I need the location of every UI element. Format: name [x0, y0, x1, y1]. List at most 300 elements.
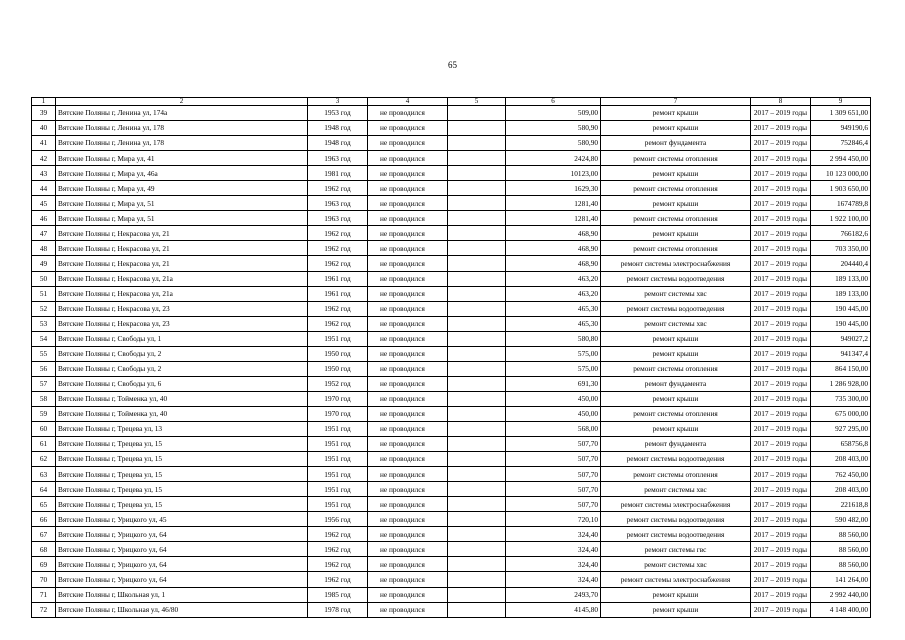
cost-cell: 221618,8 [811, 497, 871, 512]
row-number-cell: 70 [32, 572, 56, 587]
address-cell: Вятские Поляны г, Свободы ул, 2 [56, 346, 308, 361]
cost-cell: 190 445,00 [811, 316, 871, 331]
address-cell: Вятские Поляны г, Тойменка ул, 40 [56, 391, 308, 406]
period-cell: 2017 – 2019 годы [751, 211, 811, 226]
build-year-cell: 1951 год [308, 467, 368, 482]
area-cell: 580,80 [506, 331, 601, 346]
build-year-cell: 1961 год [308, 286, 368, 301]
row-number-cell: 47 [32, 226, 56, 241]
work-type-cell: ремонт крыши [601, 421, 751, 436]
last-repair-cell: не проводился [368, 497, 448, 512]
build-year-cell: 1951 год [308, 482, 368, 497]
table-row [32, 256, 871, 271]
address-cell: Вятские Поляны г, Некрасова ул, 21 [56, 256, 308, 271]
table-row [32, 376, 871, 391]
last-repair-cell: не проводился [368, 271, 448, 286]
address-cell: Вятские Поляны г, Школьная ул, 46/80 [56, 602, 308, 617]
address-cell: Вятские Поляны г, Некрасова ул, 21 [56, 226, 308, 241]
table-row [32, 301, 871, 316]
table-row [32, 271, 871, 286]
empty-cell [448, 166, 506, 181]
period-cell: 2017 – 2019 годы [751, 271, 811, 286]
column-number: 2 [56, 98, 308, 106]
row-number-cell: 65 [32, 497, 56, 512]
table-row [32, 181, 871, 196]
build-year-cell: 1970 год [308, 391, 368, 406]
table-row [32, 166, 871, 181]
cost-cell: 88 560,00 [811, 542, 871, 557]
work-type-cell: ремонт крыши [601, 587, 751, 602]
area-cell: 324,40 [506, 572, 601, 587]
area-cell: 10123,00 [506, 166, 601, 181]
address-cell: Вятские Поляны г, Свободы ул, 2 [56, 361, 308, 376]
column-number: 9 [811, 98, 871, 106]
address-cell: Вятские Поляны г, Школьная ул, 1 [56, 587, 308, 602]
build-year-cell: 1962 год [308, 572, 368, 587]
empty-cell [448, 121, 506, 136]
table-row [32, 587, 871, 602]
build-year-cell: 1950 год [308, 361, 368, 376]
address-cell: Вятские Поляны г, Урицкого ул, 45 [56, 512, 308, 527]
area-cell: 691,30 [506, 376, 601, 391]
period-cell: 2017 – 2019 годы [751, 136, 811, 151]
work-type-cell: ремонт крыши [601, 391, 751, 406]
row-number-cell: 42 [32, 151, 56, 166]
column-number-row [32, 98, 871, 106]
column-number: 6 [506, 98, 601, 106]
empty-cell [448, 181, 506, 196]
period-cell: 2017 – 2019 годы [751, 151, 811, 166]
row-number-cell: 50 [32, 271, 56, 286]
table-row [32, 437, 871, 452]
row-number-cell: 43 [32, 166, 56, 181]
empty-cell [448, 452, 506, 467]
row-number-cell: 45 [32, 196, 56, 211]
table-row [32, 467, 871, 482]
table-row [32, 121, 871, 136]
cost-cell: 141 264,00 [811, 572, 871, 587]
table-row [32, 316, 871, 331]
empty-cell [448, 437, 506, 452]
area-cell: 468,90 [506, 226, 601, 241]
build-year-cell: 1962 год [308, 226, 368, 241]
table-row [32, 346, 871, 361]
work-type-cell: ремонт системы отопления [601, 181, 751, 196]
last-repair-cell: не проводился [368, 181, 448, 196]
period-cell: 2017 – 2019 годы [751, 497, 811, 512]
empty-cell [448, 572, 506, 587]
build-year-cell: 1962 год [308, 316, 368, 331]
row-number-cell: 62 [32, 452, 56, 467]
empty-cell [448, 467, 506, 482]
last-repair-cell: не проводился [368, 527, 448, 542]
area-cell: 1629,30 [506, 181, 601, 196]
last-repair-cell: не проводился [368, 512, 448, 527]
period-cell: 2017 – 2019 годы [751, 482, 811, 497]
table-row [32, 572, 871, 587]
area-cell: 507,70 [506, 497, 601, 512]
last-repair-cell: не проводился [368, 572, 448, 587]
row-number-cell: 44 [32, 181, 56, 196]
last-repair-cell: не проводился [368, 376, 448, 391]
period-cell: 2017 – 2019 годы [751, 256, 811, 271]
empty-cell [448, 602, 506, 617]
last-repair-cell: не проводился [368, 286, 448, 301]
cost-cell: 766182,6 [811, 226, 871, 241]
empty-cell [448, 136, 506, 151]
table-row [32, 527, 871, 542]
period-cell: 2017 – 2019 годы [751, 226, 811, 241]
last-repair-cell: не проводился [368, 452, 448, 467]
row-number-cell: 69 [32, 557, 56, 572]
address-cell: Вятские Поляны г, Некрасова ул, 23 [56, 316, 308, 331]
row-number-cell: 48 [32, 241, 56, 256]
build-year-cell: 1950 год [308, 346, 368, 361]
period-cell: 2017 – 2019 годы [751, 527, 811, 542]
cost-cell: 864 150,00 [811, 361, 871, 376]
period-cell: 2017 – 2019 годы [751, 346, 811, 361]
table-row [32, 211, 871, 226]
cost-cell: 88 560,00 [811, 527, 871, 542]
build-year-cell: 1978 год [308, 602, 368, 617]
table-row [32, 241, 871, 256]
last-repair-cell: не проводился [368, 151, 448, 166]
address-cell: Вятские Поляны г, Некрасова ул, 23 [56, 301, 308, 316]
table-row [32, 602, 871, 617]
work-type-cell: ремонт системы отопления [601, 211, 751, 226]
cost-cell: 208 403,00 [811, 452, 871, 467]
empty-cell [448, 331, 506, 346]
address-cell: Вятские Поляны г, Трецева ул, 15 [56, 482, 308, 497]
row-number-cell: 59 [32, 406, 56, 421]
area-cell: 507,70 [506, 452, 601, 467]
area-cell: 463,20 [506, 271, 601, 286]
cost-cell: 4 148 400,00 [811, 602, 871, 617]
period-cell: 2017 – 2019 годы [751, 166, 811, 181]
area-cell: 450,00 [506, 406, 601, 421]
period-cell: 2017 – 2019 годы [751, 241, 811, 256]
area-cell: 4145,80 [506, 602, 601, 617]
last-repair-cell: не проводился [368, 121, 448, 136]
last-repair-cell: не проводился [368, 331, 448, 346]
work-type-cell: ремонт крыши [601, 331, 751, 346]
build-year-cell: 1962 год [308, 557, 368, 572]
row-number-cell: 63 [32, 467, 56, 482]
work-type-cell: ремонт фундамента [601, 136, 751, 151]
work-type-cell: ремонт системы электроснабжения [601, 572, 751, 587]
area-cell: 575,00 [506, 361, 601, 376]
empty-cell [448, 346, 506, 361]
address-cell: Вятские Поляны г, Урицкого ул, 64 [56, 557, 308, 572]
work-type-cell: ремонт системы электроснабжения [601, 497, 751, 512]
empty-cell [448, 226, 506, 241]
cost-cell: 941347,4 [811, 346, 871, 361]
area-cell: 468,90 [506, 241, 601, 256]
area-cell: 568,00 [506, 421, 601, 436]
build-year-cell: 1948 год [308, 136, 368, 151]
row-number-cell: 66 [32, 512, 56, 527]
period-cell: 2017 – 2019 годы [751, 406, 811, 421]
table-row [32, 452, 871, 467]
last-repair-cell: не проводился [368, 346, 448, 361]
address-cell: Вятские Поляны г, Мира ул, 51 [56, 196, 308, 211]
build-year-cell: 1981 год [308, 166, 368, 181]
period-cell: 2017 – 2019 годы [751, 467, 811, 482]
area-cell: 507,70 [506, 482, 601, 497]
empty-cell [448, 587, 506, 602]
address-cell: Вятские Поляны г, Некрасова ул, 21 [56, 241, 308, 256]
period-cell: 2017 – 2019 годы [751, 557, 811, 572]
repair-registry-table [31, 97, 871, 618]
build-year-cell: 1951 год [308, 452, 368, 467]
cost-cell: 10 123 000,00 [811, 166, 871, 181]
cost-cell: 762 450,00 [811, 467, 871, 482]
work-type-cell: ремонт системы отопления [601, 151, 751, 166]
work-type-cell: ремонт системы электроснабжения [601, 256, 751, 271]
build-year-cell: 1962 год [308, 301, 368, 316]
work-type-cell: ремонт крыши [601, 106, 751, 121]
address-cell: Вятские Поляны г, Ленина ул, 174а [56, 106, 308, 121]
row-number-cell: 46 [32, 211, 56, 226]
build-year-cell: 1962 год [308, 241, 368, 256]
address-cell: Вятские Поляны г, Урицкого ул, 64 [56, 542, 308, 557]
period-cell: 2017 – 2019 годы [751, 106, 811, 121]
cost-cell: 949190,6 [811, 121, 871, 136]
build-year-cell: 1951 год [308, 437, 368, 452]
empty-cell [448, 271, 506, 286]
empty-cell [448, 527, 506, 542]
empty-cell [448, 421, 506, 436]
table-row [32, 226, 871, 241]
cost-cell: 2 992 440,00 [811, 587, 871, 602]
row-number-cell: 56 [32, 361, 56, 376]
work-type-cell: ремонт системы хвс [601, 482, 751, 497]
empty-cell [448, 211, 506, 226]
empty-cell [448, 316, 506, 331]
table-row [32, 557, 871, 572]
column-number: 5 [448, 98, 506, 106]
cost-cell: 190 445,00 [811, 301, 871, 316]
table-row [32, 136, 871, 151]
cost-cell: 1 309 651,00 [811, 106, 871, 121]
build-year-cell: 1985 год [308, 587, 368, 602]
period-cell: 2017 – 2019 годы [751, 437, 811, 452]
work-type-cell: ремонт крыши [601, 196, 751, 211]
work-type-cell: ремонт системы водоотведения [601, 301, 751, 316]
build-year-cell: 1963 год [308, 196, 368, 211]
table-row [32, 106, 871, 121]
empty-cell [448, 106, 506, 121]
address-cell: Вятские Поляны г, Некрасова ул, 21а [56, 271, 308, 286]
address-cell: Вятские Поляны г, Урицкого ул, 64 [56, 527, 308, 542]
table-row [32, 286, 871, 301]
last-repair-cell: не проводился [368, 196, 448, 211]
work-type-cell: ремонт крыши [601, 602, 751, 617]
work-type-cell: ремонт системы водоотведения [601, 271, 751, 286]
column-number: 8 [751, 98, 811, 106]
area-cell: 324,40 [506, 542, 601, 557]
period-cell: 2017 – 2019 годы [751, 391, 811, 406]
area-cell: 2493,70 [506, 587, 601, 602]
empty-cell [448, 151, 506, 166]
last-repair-cell: не проводился [368, 542, 448, 557]
last-repair-cell: не проводился [368, 211, 448, 226]
last-repair-cell: не проводился [368, 406, 448, 421]
empty-cell [448, 542, 506, 557]
empty-cell [448, 286, 506, 301]
address-cell: Вятские Поляны г, Трецева ул, 15 [56, 497, 308, 512]
period-cell: 2017 – 2019 годы [751, 542, 811, 557]
work-type-cell: ремонт фундамента [601, 437, 751, 452]
work-type-cell: ремонт системы водоотведения [601, 512, 751, 527]
table-row [32, 512, 871, 527]
area-cell: 463,20 [506, 286, 601, 301]
address-cell: Вятские Поляны г, Мира ул, 46а [56, 166, 308, 181]
work-type-cell: ремонт системы хвс [601, 286, 751, 301]
period-cell: 2017 – 2019 годы [751, 512, 811, 527]
row-number-cell: 40 [32, 121, 56, 136]
empty-cell [448, 241, 506, 256]
build-year-cell: 1970 год [308, 406, 368, 421]
address-cell: Вятские Поляны г, Мира ул, 41 [56, 151, 308, 166]
last-repair-cell: не проводился [368, 166, 448, 181]
area-cell: 580,90 [506, 121, 601, 136]
work-type-cell: ремонт системы отопления [601, 406, 751, 421]
period-cell: 2017 – 2019 годы [751, 196, 811, 211]
row-number-cell: 49 [32, 256, 56, 271]
empty-cell [448, 301, 506, 316]
period-cell: 2017 – 2019 годы [751, 301, 811, 316]
work-type-cell: ремонт системы гвс [601, 542, 751, 557]
cost-cell: 752846,4 [811, 136, 871, 151]
period-cell: 2017 – 2019 годы [751, 376, 811, 391]
row-number-cell: 64 [32, 482, 56, 497]
last-repair-cell: не проводился [368, 391, 448, 406]
empty-cell [448, 391, 506, 406]
period-cell: 2017 – 2019 годы [751, 452, 811, 467]
period-cell: 2017 – 2019 годы [751, 572, 811, 587]
cost-cell: 2 994 450,00 [811, 151, 871, 166]
table-row [32, 482, 871, 497]
empty-cell [448, 512, 506, 527]
cost-cell: 189 133,00 [811, 271, 871, 286]
address-cell: Вятские Поляны г, Трецева ул, 15 [56, 467, 308, 482]
build-year-cell: 1963 год [308, 211, 368, 226]
table-row [32, 542, 871, 557]
work-type-cell: ремонт системы хвс [601, 316, 751, 331]
row-number-cell: 67 [32, 527, 56, 542]
column-number: 3 [308, 98, 368, 106]
row-number-cell: 57 [32, 376, 56, 391]
build-year-cell: 1961 год [308, 271, 368, 286]
table-row [32, 196, 871, 211]
work-type-cell: ремонт системы хвс [601, 557, 751, 572]
column-number: 1 [32, 98, 56, 106]
address-cell: Вятские Поляны г, Трецева ул, 15 [56, 437, 308, 452]
cost-cell: 204440,4 [811, 256, 871, 271]
work-type-cell: ремонт фундамента [601, 376, 751, 391]
cost-cell: 1 903 650,00 [811, 181, 871, 196]
row-number-cell: 60 [32, 421, 56, 436]
table-row [32, 421, 871, 436]
cost-cell: 1674789,8 [811, 196, 871, 211]
last-repair-cell: не проводился [368, 106, 448, 121]
work-type-cell: ремонт крыши [601, 166, 751, 181]
build-year-cell: 1962 год [308, 256, 368, 271]
period-cell: 2017 – 2019 годы [751, 587, 811, 602]
last-repair-cell: не проводился [368, 256, 448, 271]
address-cell: Вятские Поляны г, Ленина ул, 178 [56, 136, 308, 151]
area-cell: 507,70 [506, 467, 601, 482]
empty-cell [448, 497, 506, 512]
area-cell: 468,90 [506, 256, 601, 271]
table-row [32, 151, 871, 166]
work-type-cell: ремонт крыши [601, 226, 751, 241]
period-cell: 2017 – 2019 годы [751, 331, 811, 346]
last-repair-cell: не проводился [368, 587, 448, 602]
period-cell: 2017 – 2019 годы [751, 361, 811, 376]
build-year-cell: 1962 год [308, 527, 368, 542]
cost-cell: 590 482,00 [811, 512, 871, 527]
area-cell: 465,30 [506, 301, 601, 316]
row-number-cell: 41 [32, 136, 56, 151]
work-type-cell: ремонт системы водоотведения [601, 527, 751, 542]
address-cell: Вятские Поляны г, Тойменка ул, 40 [56, 406, 308, 421]
empty-cell [448, 482, 506, 497]
last-repair-cell: не проводился [368, 437, 448, 452]
address-cell: Вятские Поляны г, Мира ул, 51 [56, 211, 308, 226]
column-number: 7 [601, 98, 751, 106]
row-number-cell: 58 [32, 391, 56, 406]
row-number-cell: 72 [32, 602, 56, 617]
area-cell: 324,40 [506, 557, 601, 572]
row-number-cell: 55 [32, 346, 56, 361]
cost-cell: 927 295,00 [811, 421, 871, 436]
address-cell: Вятские Поляны г, Свободы ул, 1 [56, 331, 308, 346]
row-number-cell: 39 [32, 106, 56, 121]
work-type-cell: ремонт системы отопления [601, 241, 751, 256]
last-repair-cell: не проводился [368, 361, 448, 376]
area-cell: 720,10 [506, 512, 601, 527]
last-repair-cell: не проводился [368, 241, 448, 256]
work-type-cell: ремонт крыши [601, 121, 751, 136]
table-row [32, 406, 871, 421]
last-repair-cell: не проводился [368, 136, 448, 151]
address-cell: Вятские Поляны г, Трецева ул, 15 [56, 452, 308, 467]
period-cell: 2017 – 2019 годы [751, 181, 811, 196]
area-cell: 507,70 [506, 437, 601, 452]
empty-cell [448, 256, 506, 271]
address-cell: Вятские Поляны г, Мира ул, 49 [56, 181, 308, 196]
build-year-cell: 1951 год [308, 331, 368, 346]
area-cell: 465,30 [506, 316, 601, 331]
cost-cell: 703 350,00 [811, 241, 871, 256]
empty-cell [448, 406, 506, 421]
table-row [32, 391, 871, 406]
build-year-cell: 1951 год [308, 421, 368, 436]
last-repair-cell: не проводился [368, 316, 448, 331]
cost-cell: 1 286 928,00 [811, 376, 871, 391]
build-year-cell: 1952 год [308, 376, 368, 391]
address-cell: Вятские Поляны г, Ленина ул, 178 [56, 121, 308, 136]
area-cell: 450,00 [506, 391, 601, 406]
table-row [32, 331, 871, 346]
area-cell: 2424,80 [506, 151, 601, 166]
address-cell: Вятские Поляны г, Свободы ул, 6 [56, 376, 308, 391]
build-year-cell: 1956 год [308, 512, 368, 527]
page-number: 65 [448, 60, 457, 70]
table-row [32, 361, 871, 376]
